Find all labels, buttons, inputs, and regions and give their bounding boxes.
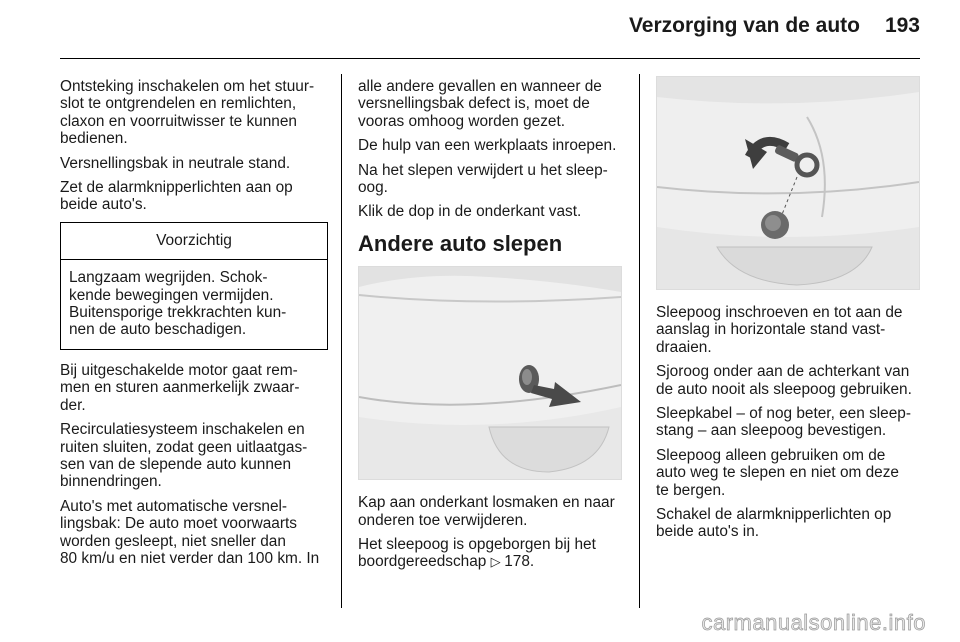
paragraph: Sleepoog inschroeven en tot aan de aanslag in horizontale stand vast- draaien. xyxy=(656,304,903,356)
section-heading: Andere auto slepen xyxy=(358,230,563,256)
paragraph: De hulp van een werkplaats inroepen. xyxy=(358,137,617,155)
paragraph: alle andere gevallen en wanneer de versnellingsbak defect is, moet de vooras omhoog worden gezet. xyxy=(358,78,602,130)
paragraph: Na het slepen verwijdert u het sleep- oog. xyxy=(358,161,608,197)
paragraph: Zet de alarmknipperlichten aan op beide auto's. xyxy=(60,179,293,214)
bumper-cover-illustration xyxy=(358,266,622,480)
paragraph: Klik de dop in de onderkant vast. xyxy=(358,203,582,221)
paragraph: Sjoroog onder aan de achterkant van de auto nooit als sleepoog gebruiken. xyxy=(656,363,912,398)
column-divider xyxy=(639,74,640,608)
paragraph: Versnellingsbak in neutrale stand. xyxy=(60,154,291,172)
tow-eye-illustration xyxy=(656,76,920,290)
paragraph: Bij uitgeschakelde motor gaat rem- men en sturen aanmerkelijk zwaar- der. xyxy=(60,361,300,414)
watermark: carmanualsonline.info xyxy=(701,610,926,635)
paragraph: Recirculatiesysteem inschakelen en ruiten sluiten, zodat geen uitlaatgas- sen van de slepende auto kunnen binnendringen. xyxy=(60,421,308,491)
paragraph: Sleepkabel – of nog beter, een sleep- stang – aan sleepoog bevestigen. xyxy=(656,405,911,440)
paragraph: Sleepoog alleen gebruiken om de auto weg te slepen en niet om deze te bergen. xyxy=(656,446,899,499)
caution-box xyxy=(60,222,328,350)
caution-text: Langzaam wegrijden. Schok- kende bewegingen vermijden. Buitensporige trekkrachten kun- nen de auto beschadigen. xyxy=(69,269,287,339)
paragraph: Ontsteking inschakelen om het stuur- slot te ontgrendelen en remlichten, claxon en voorruitwisser te kunnen bedienen. xyxy=(60,78,315,148)
paragraph: Schakel de alarmknipperlichten op beide auto's in. xyxy=(656,506,892,541)
column-divider xyxy=(341,74,342,608)
column-2 xyxy=(358,78,630,578)
column-3 xyxy=(656,78,926,548)
page-reference-link[interactable]: 178. xyxy=(504,553,535,571)
page-number: 193 xyxy=(884,14,920,37)
paragraph: Auto's met automatische versnel- lingsbak: De auto moet voorwaarts worden gesleept, niet sneller dan 80 km/u en niet verder dan 100 km. In xyxy=(60,497,320,567)
paragraph: Kap aan onderkant losmaken en naar onderen toe verwijderen. xyxy=(358,494,615,529)
column-1 xyxy=(60,78,328,574)
header-rule xyxy=(60,58,920,59)
chapter-title: Verzorging van de auto xyxy=(628,14,860,37)
paragraph: Het sleepoog is opgeborgen bij het boordgereedschap ▷ 178. xyxy=(358,536,596,571)
caution-title: Voorzichtig xyxy=(61,223,327,260)
page-reference-icon: ▷ xyxy=(490,554,505,570)
